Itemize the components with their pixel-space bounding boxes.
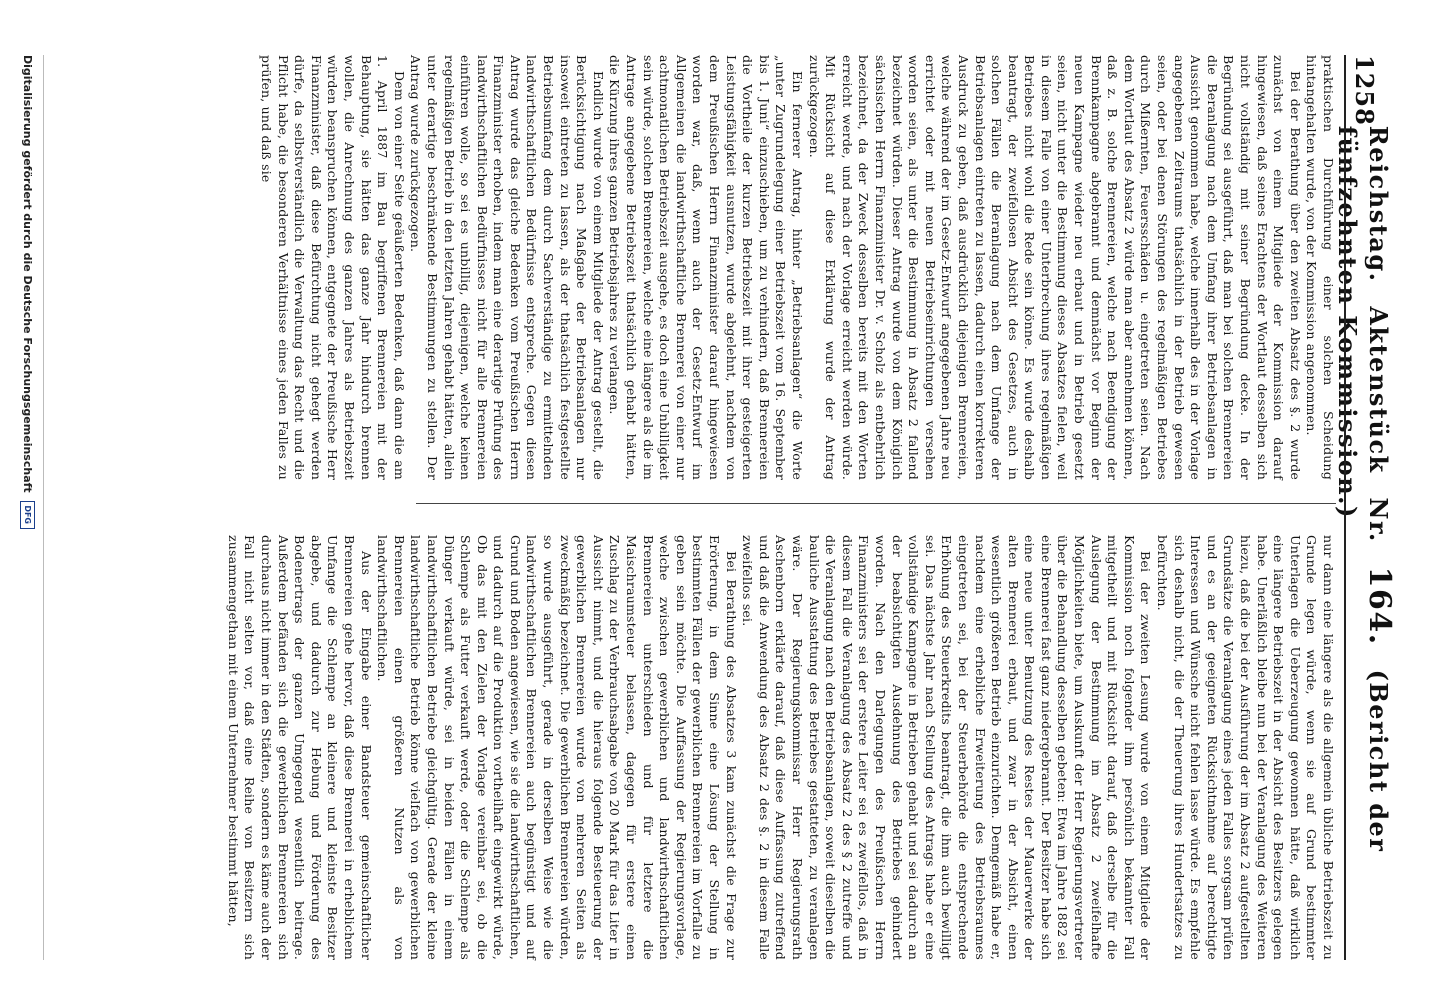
credit-text: Digitalisierung gefördert durch die Deutsche Forschungsgemeinschaft bbox=[21, 55, 35, 493]
left-paragraph-1: praktischen Durchführung einer solchen Scheidung hintangehalten wurde, von der Kommission angenommen. bbox=[1304, 55, 1336, 480]
running-header bbox=[1333, 55, 1397, 960]
dfg-logo: DFG bbox=[21, 501, 36, 529]
left-paragraph-2: Bei der Berathung über den zweiten Absatz des §. 2 wurde zunächst von einem Mitgliede der Kommission darauf hingewiesen, daß seines Erachtens der Wortlaut desselben sich nicht vollständig mit seiner Begründung decke. In der Begründung sei ausgeführt, daß man bei solchen Brennereien die Beranlagung nach dem Umfang ihrer Betriebsanlagen in Aussicht genommen habe, welche innerhalb des in der Vorlage angegebenen Zeitraums thatsächlich in der Betrieb gewesen seien, oder bei denen Störungen des regelmäßigen Betriebes durch Mißernten, Feuersschäden u. eingetreten seien. Nach dem Wortlaut des Absatz 2 würde man aber annehmen können, daß z. B. solche Brennereien, welche nach Beendigung der Brennkampagne abgebrannt und demnächst vor Beginn der neuen Kampagne wieder neu erbaut und in Betrieb gesetzt seien, nicht unter die Bestimmung dieses Absatzes fielen, weil in diesem Falle von einer Unterbrechung ihres regelmäßigen Betriebes nicht wohl die Rede sein könne. Es wurde deshalb beantragt, der zweifellosen Absicht des Gesetzes, auch in solchen Fällen die Beranlagung nach dem Umfange der Betriebsanlagen eintreten zu lassen, dadurch einen korrekteren Ausdruck zu geben, daß ausdrücklich diejenigen Brennereien, welche während der im Gesetz-Entwurf angegebenen Jahre neu errichtet oder mit neuen Betriebseinrichtungen versehen worden seien, als unter die Bestimmung in Absatz 2 fallend bezeichnet würden. Dieser Antrag wurde von dem Königlich sächsischen Herrn Finanzminister Dr. v. Scholz als entbehrlich bezeichnet, da der Zweck desselben bereits mit den Worten erreicht werde, und nach der Vorlage erreicht werden würde. Mit Rücksicht auf diese Erklärung wurde der Antrag zurückgezogen. bbox=[806, 55, 1303, 480]
header-rule bbox=[1344, 55, 1346, 960]
document-type: Aktenstück bbox=[1364, 306, 1393, 474]
footer-rule bbox=[43, 55, 44, 960]
left-paragraph-5: Dem von einer Seite geäußerten Bedenken, daß dann die am 1. April 1887 im Bau begriffenen Brennereien mit der Behauptung, sie hätten das ganze Jahr hindurch brennen wollen, die Anrechnung des ganzen Jahres als Betriebszeit würden beanspruchen können, entgegnete der Preußische Herr Finanzminister, daß diese Befürchtung nicht gehegt werden dürfe, da selbstverständlich die Verwaltung das Recht und die Pflicht habe, die besonderen Verhältnisse eines jeden Falles zu prüfen, und daß sie bbox=[259, 55, 407, 480]
right-column bbox=[225, 535, 1336, 960]
page-number: 1258 bbox=[1350, 55, 1380, 126]
number-label: Nr. bbox=[1364, 497, 1393, 543]
body-name: Reichstag. bbox=[1364, 125, 1393, 283]
right-paragraph-4: Aus der Eingabe einer Bandsteuer gemeinschaftlicher Brennereien gehe hervor, daß diese Brennerei in erheblichem Umfange die Schlempe an kleinere und kleinste Besitzer abgebe, und dadurch zur Hebung und Förderung des Bodenertrags der ganzen Umgegend wesentlich beitrage. Außerdem befänden sich die gewerblichen Brennereien sich durchaus nicht immer in den Städten, sondern es käme auch der Fall nicht selten vor, daß eine Reihe von Besitzern sich zusammengethan mit einem Unternehmer bestimmt hätten, bbox=[225, 535, 374, 960]
left-column bbox=[259, 55, 1336, 480]
right-paragraph-3: Bei Berathung des Absatzes 3 kam zunächst die Frage zur Erörterung, in dem Sinne eine Lösung der Stellung in bestimmten Fällen der gewerblichen Brennereien im Vorfalle zu geben sein möchte. Die Auffassung der Regierungsvorlage, welche zwischen gewerblichen und landwirthschaftlichen Brennereien unterschieden und für letztere die Maischraumsteuer belassen, dagegen für erstere einen Zuschlag zu der Verbrauchsabgabe von 20 Mark für das Liter in Aussicht nimmt, und die hieraus folgende Besteuerung der gewerblichen Brennereien wurde von mehreren Seiten als zweckmäßig bezeichnet. Die gewerblichen Brennereien würden, so wurde ausgeführt, gerade in derselben Weise wie die landwirthschaftlichen Brennereien auch begünstigt und auf Grund und Boden angewiesen, wie sie die landwirthschaftlichen, und dadurch auf die Produktion vortheilhaft eingewirkt würde, Ob das mit den Zielen der Vorlage vereinbar sei, ob die Schlempe als Futter verkauft werde, oder die Schlempe als Dünger verkauft würde, sei in beiden Fällen in einem landwirthschaftlichen Betriebe gleichgültig. Gerade der kleine landwirthschaftliche Betrieb könne vielfach von gewerblichen Brennereien einen größeren Nutzen als von landwirthschaftlichen. bbox=[375, 535, 739, 960]
left-paragraph-4: Endlich wurde von einem Mitgliede der Antrag gestellt, die Berücksichtigung nach Maßgabe der Betriebsanlagen nur insoweit eintreten zu lassen, als der thatsächlich festgestellte Betriebsumfang dem durch Sachverständige zu ermittelnden landwirthschaftlichen Bedürfnisse entspreche. Gegen diesen Antrag wurde das gleiche Bedenken vom Preußischen Herrn Finanzminister erhoben, indem man eine derartige Prüfung des landwirthschaftlichen Bedürfnisses nicht für alle Brennereien einführen wolle, so sei es unbillig, diejenigen, welche keinen regelmäßigen Betrieb in den letzten Jahren gehabt hätten, allein unter derartige beschränkende Bestimmungen zu stellen. Der Antrag wurde zurückgezogen. bbox=[408, 55, 606, 480]
section-title: (Bericht der fünfzehnten Kommission.) bbox=[1333, 125, 1393, 853]
column-divider bbox=[416, 503, 1336, 504]
issue-number: 164. bbox=[1362, 566, 1397, 646]
left-paragraph-3: Ein fernerer Antrag, hinter „Betriebsanlagen“ die Worte „unter Zugrundelegung einer Betriebszeit vom 16. September bis 1. Juni“ einzuschieben, um zu verhindern, daß Brennereien die Vortheile der kurzen Betriebszeit mit ihrer gesteigerten Leistungsfähigkeit ausnutzen, wurde abgelehnt, nachdem von dem Preußischen Herrn Finanzminister darauf hingewiesen worden war, daß, wenn auch der Gesetz-Entwurf im Allgemeinen die landwirthschaftliche Brennerei von einer nur achtmonatlichen Betriebszeit ausgehe, es doch eine Unbilligkeit sein würde, solchen Brennereien, welche eine längere als die im Antrage angegebene Betriebszeit thatsächlich gehabt hätten, die Kürzung ihres ganzen Betriebsjahres zu verlangen. bbox=[607, 55, 805, 480]
right-paragraph-1: nur dann eine längere als die allgemein übliche Betriebszeit zu Grunde legen würde, wenn sie auf Grund bestimmter Unterlagen die Ueberzeugung gewonnen hätte, daß wirklich eine längere Betriebszeit in der Absicht des Besitzers gelegen habe. Unerläßlich bleibe nun bei der Veranlagung des Weiteren hiezu, daß die bei der Ausführung der im Absatz 2 aufgestellten Grundsätze die Veranlagung eines jeden Falles sorgsam prüfen und es an der geeigneten Rücksichtnahme auf berechtigte Interessen und Wünsche nicht fehlen lasse würde. Es empfehle sich deshalb nicht, die der Theuerung ihres Hundertsatzes zu befürchten. bbox=[1155, 535, 1336, 960]
right-paragraph-2: Bei der zweiten Lesung wurde von einem Mitgliede der Kommission noch folgender ihm persönlich bekannter Fall mitgetheilt und mit Rücksicht darauf, daß derselbe für die Auslegung der Bestimmung im Absatz 2 zweifelhafte Möglichkeiten biete, um Auskunft der Herr Regierungsvertreter über die Behandlung desselben gebeten: Etwa im Jahre 1882 sei eine Brennerei fast ganz niedergebrannt. Der Besitzer habe sich eine neue unter Benutzung des Restes der Mauerwerke der alten Brennerei erbaut, und zwar in der Absicht, einen wesentlich größeren Betrieb einzurichten. Demgemäß habe er, nachdem eine erhebliche Erweiterung des Betriebsraumes eingetreten sei, bei der Steuerbehörde die entsprechende Erhöhung des Steuerkredits beantragt, die ihm auch bewilligt sei. Das nächste Jahr nach Stellung des Antrags habe er eine vollständige Kampagne in Betrieben gehabt und sei dadurch an der beabsichtigten Ausdehnung des Betriebes gehindert worden. Nach den Darlegungen des Preußischen Herrn Finanzministers sei der erstere Leiter sei es zweifellos, daß in diesem Fall die Veranlagung des Absatz 2 des § 2 zutreffe und die Veranlagung nach den Betriebsanlagen, soweit dieselben die bauliche Ausstattung des Betriebes gestatteten, zu veranlagen wäre. Der Regierungskommissar Herr Regierungsrath Aschenborn erklärte darauf, daß diese Auffassung zutreffend und daß die Anwendung des Absatz 2 des §. 2 in diesem Falle zweifellos sei. bbox=[740, 535, 1154, 960]
running-title bbox=[1333, 126, 1397, 960]
digitization-credit bbox=[19, 55, 37, 960]
